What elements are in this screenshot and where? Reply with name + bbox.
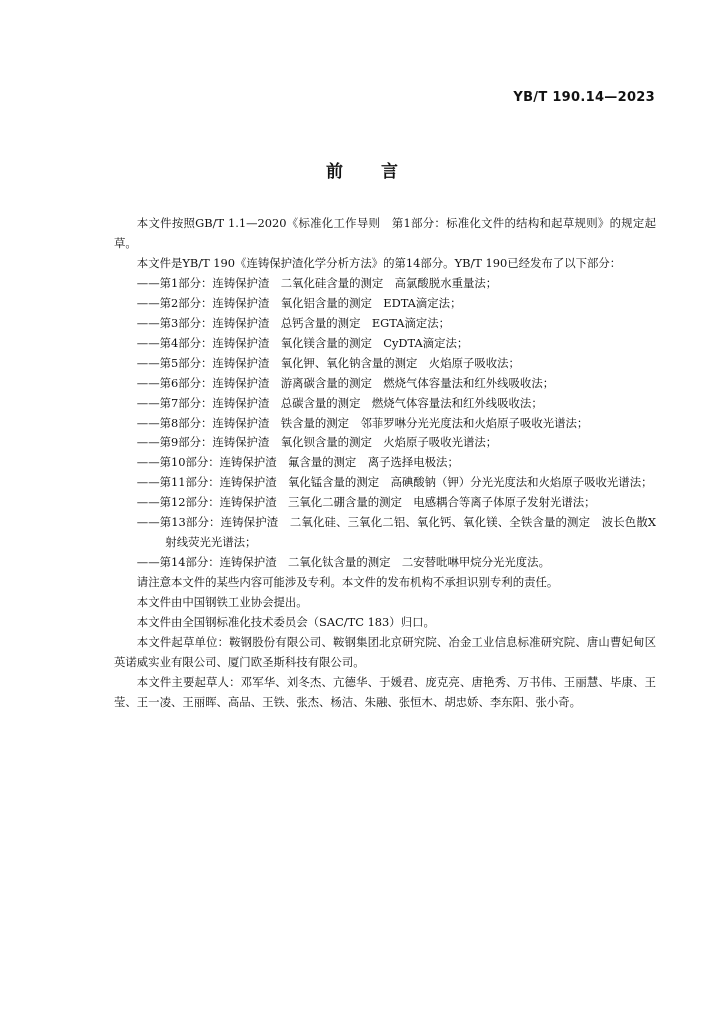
- list-item: ——第4部分：连铸保护渣 氧化镁含量的测定 CyDTA滴定法；: [136, 335, 469, 350]
- list-item: ——第5部分：连铸保护渣 氧化钾、氧化钠含量的测定 火焰原子吸收法；: [136, 355, 520, 370]
- foreword-body: [114, 214, 656, 713]
- list-item: ——第3部分：连铸保护渣 总钙含量的测定 EGTA滴定法；: [136, 315, 451, 330]
- drafting-rule-paragraph: 本文件按照GB/T 1.1—2020《标准化工作导则 第1部分：标准化文件的结构和起草规则》的规定起草。: [114, 216, 656, 250]
- drafters-statement: 本文件主要起草人：邓军华、刘冬杰、亢德华、于媛君、庞克亮、唐艳秀、万书伟、王丽慧、毕康、王莹、王一凌、王丽晖、高品、王铁、张杰、杨洁、朱融、张恒木、胡忠娇、李东阳、张小奇。: [114, 674, 656, 709]
- list-item: ——第8部分：连铸保护渣 铁含量的测定 邻菲罗啉分光光度法和火焰原子吸收光谱法；: [136, 415, 589, 430]
- list-item: ——第13部分：连铸保护渣 二氧化硅、三氧化二铝、氧化钙、氧化镁、全铁含量的测定 波长色散X射线荧光光谱法；: [136, 515, 656, 550]
- standard-code: YB/T 190.14—2023: [513, 90, 655, 105]
- list-item: ——第1部分：连铸保护渣 二氧化硅含量的测定 高氯酸脱水重量法；: [136, 275, 498, 290]
- series-info-paragraph: 本文件是YB/T 190《连铸保护渣化学分析方法》的第14部分。YB/T 190已经发布了以下部分：: [136, 255, 622, 270]
- proposer-statement: 本文件由中国钢铁工业协会提出。: [136, 595, 308, 610]
- drafting-units-statement: 本文件起草单位：鞍钢股份有限公司、鞍钢集团北京研究院、冶金工业信息标准研究院、唐山曹妃甸区英诺威实业有限公司、厦门欧圣斯科技有限公司。: [114, 635, 656, 669]
- list-item: ——第11部分：连铸保护渣 氧化锰含量的测定 高碘酸钠（钾）分光光度法和火焰原子吸收光谱法；: [136, 475, 653, 490]
- list-item: ——第10部分：连铸保护渣 氟含量的测定 离子选择电极法；: [136, 455, 459, 470]
- list-item: ——第14部分：连铸保护渣 二氧化钛含量的测定 二安替吡啉甲烷分光光度法。: [136, 555, 550, 570]
- parts-list: [114, 274, 656, 573]
- list-item: ——第12部分：连铸保护渣 三氧化二硼含量的测定 电感耦合等离子体原子发射光谱法；: [136, 495, 596, 510]
- list-item: ——第2部分：连铸保护渣 氧化铝含量的测定 EDTA滴定法；: [136, 295, 462, 310]
- committee-statement: 本文件由全国钢标准化技术委员会（SAC/TC 183）归口。: [136, 615, 435, 630]
- list-item: ——第6部分：连铸保护渣 游离碳含量的测定 燃烧气体容量法和红外线吸收法；: [136, 375, 555, 390]
- list-item: ——第9部分：连铸保护渣 氧化钡含量的测定 火焰原子吸收光谱法；: [136, 435, 498, 450]
- list-item: ——第7部分：连铸保护渣 总碳含量的测定 燃烧气体容量法和红外线吸收法；: [136, 395, 543, 410]
- patent-notice: 请注意本文件的某些内容可能涉及专利。本文件的发布机构不承担识别专利的责任。: [136, 575, 559, 590]
- page-title: 前言: [326, 162, 436, 182]
